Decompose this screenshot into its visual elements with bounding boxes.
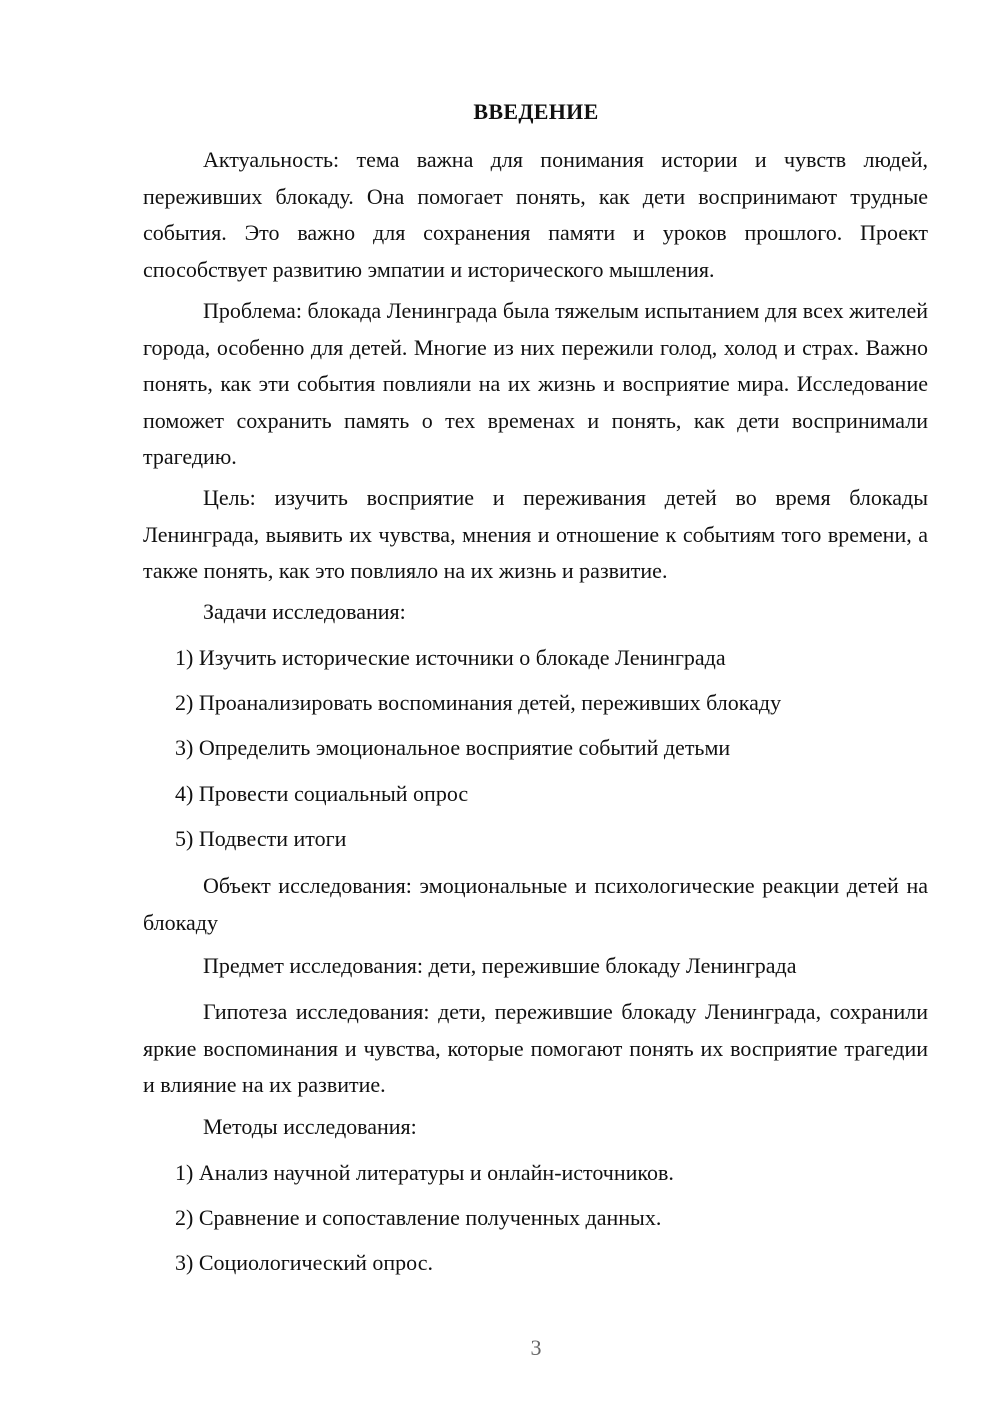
- method-item-1: 1) Анализ научной литературы и онлайн-источников.: [175, 1160, 674, 1185]
- subject-paragraph: Предмет исследования: дети, пережившие блокаду Ленинграда: [203, 953, 797, 978]
- problem-paragraph: Проблема: блокада Ленинграда была тяжелым испытанием для всех жителей города, особенно для детей. Многие из них пережили голод, холод и страх. Важно понять, как эти события повлияли на их жизнь и восприятие мира. Исследование поможет сохранить память о тех временах и понять, как дети воспринимали трагедию.: [143, 298, 928, 469]
- task-item-1: 1) Изучить исторические источники о блокаде Ленинграда: [175, 645, 726, 670]
- page-number: 3: [530, 1335, 542, 1360]
- methods-heading: Методы исследования:: [203, 1114, 417, 1139]
- tasks-heading: Задачи исследования:: [203, 599, 406, 624]
- method-item-2: 2) Сравнение и сопоставление полученных данных.: [175, 1205, 662, 1230]
- task-item-5: 5) Подвести итоги: [175, 826, 347, 851]
- goal-paragraph: Цель: изучить восприятие и переживания детей во время блокады Ленинграда, выявить их чувства, мнения и отношение к событиям того времени, а также понять, как это повлияло на их жизнь и развитие.: [143, 485, 928, 583]
- task-item-2: 2) Проанализировать воспоминания детей, переживших блокаду: [175, 690, 782, 715]
- task-item-4: 4) Провести социальный опрос: [175, 781, 469, 806]
- task-item-3: 3) Определить эмоциональное восприятие событий детьми: [175, 735, 731, 760]
- relevance-paragraph: Актуальность: тема важна для понимания истории и чувств людей, переживших блокаду. Она помогает понять, как дети воспринимают трудные события. Это важно для сохранения памяти и уроков прошлого. Проект способствует развитию эмпатии и исторического мышления.: [143, 147, 928, 282]
- page-title: ВВЕДЕНИЕ: [473, 99, 599, 124]
- object-paragraph: Объект исследования: эмоциональные и психологические реакции детей на блокаду: [143, 873, 928, 935]
- method-item-3: 3) Социологический опрос.: [175, 1250, 433, 1275]
- hypothesis-paragraph: Гипотеза исследования: дети, пережившие блокаду Ленинграда, сохранили яркие воспоминания и чувства, которые помогают понять их восприятие трагедии и влияние на их развитие.: [143, 999, 928, 1097]
